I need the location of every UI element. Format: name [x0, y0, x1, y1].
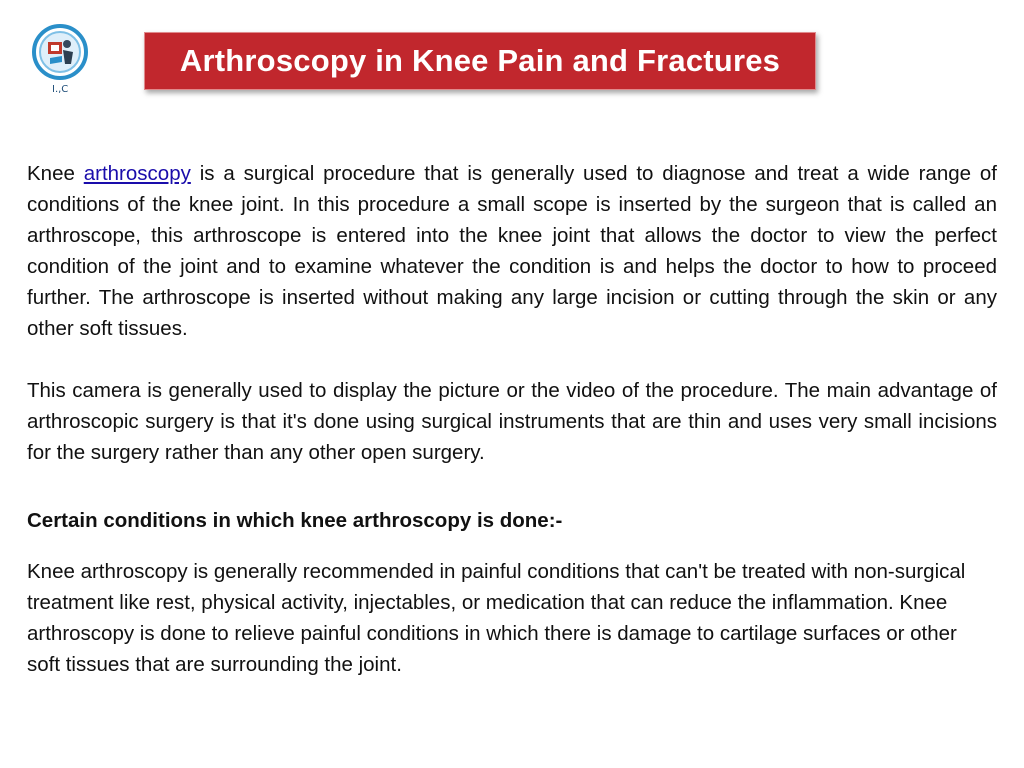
clinic-logo-icon [18, 22, 102, 98]
svg-text:I.,C: I.,C [52, 84, 69, 95]
clinic-logo [18, 22, 102, 98]
title-banner [144, 32, 816, 90]
paragraph-conditions: Knee arthroscopy is generally recommended in painful conditions that can't be treated with non-surgical treatment like rest, physical activity, injectables, or medication that can reduce the inflammation. Knee arthroscopy is done to relieve painful conditions in which there is damage to cartilage surfaces or other soft tissues that are surrounding the joint. [27, 560, 966, 676]
arthroscopy-link[interactable]: arthroscopy [83, 162, 191, 185]
page-title: Arthroscopy in Knee Pain and Fractures [179, 43, 781, 78]
paragraph-camera: This camera is generally used to display the picture or the video of the procedure. The main advantage of arthroscopic surgery is that it's done using surgical instruments that are thin and uses very small incisions for the surgery rather than any other open surgery. [27, 379, 997, 464]
paragraph-intro-after: is a surgical procedure that is generally used to diagnose and treat a wide range of conditions of the knee joint. In this procedure a small scope is inserted by the surgeon that is called an arthroscope, this arthroscope is entered into the knee joint that allows the doctor to view the perfect condition of the joint and to examine whatever the condition is and helps the doctor to how to proceed further. The arthroscope is inserted without making any large incision or cutting through the skin or any other soft tissues. [27, 162, 997, 340]
article-body [27, 158, 997, 680]
paragraph-intro [27, 158, 997, 344]
section-heading: Certain conditions in which knee arthroscopy is done:- [27, 509, 563, 532]
paragraph-intro-before: Knee [27, 162, 84, 185]
